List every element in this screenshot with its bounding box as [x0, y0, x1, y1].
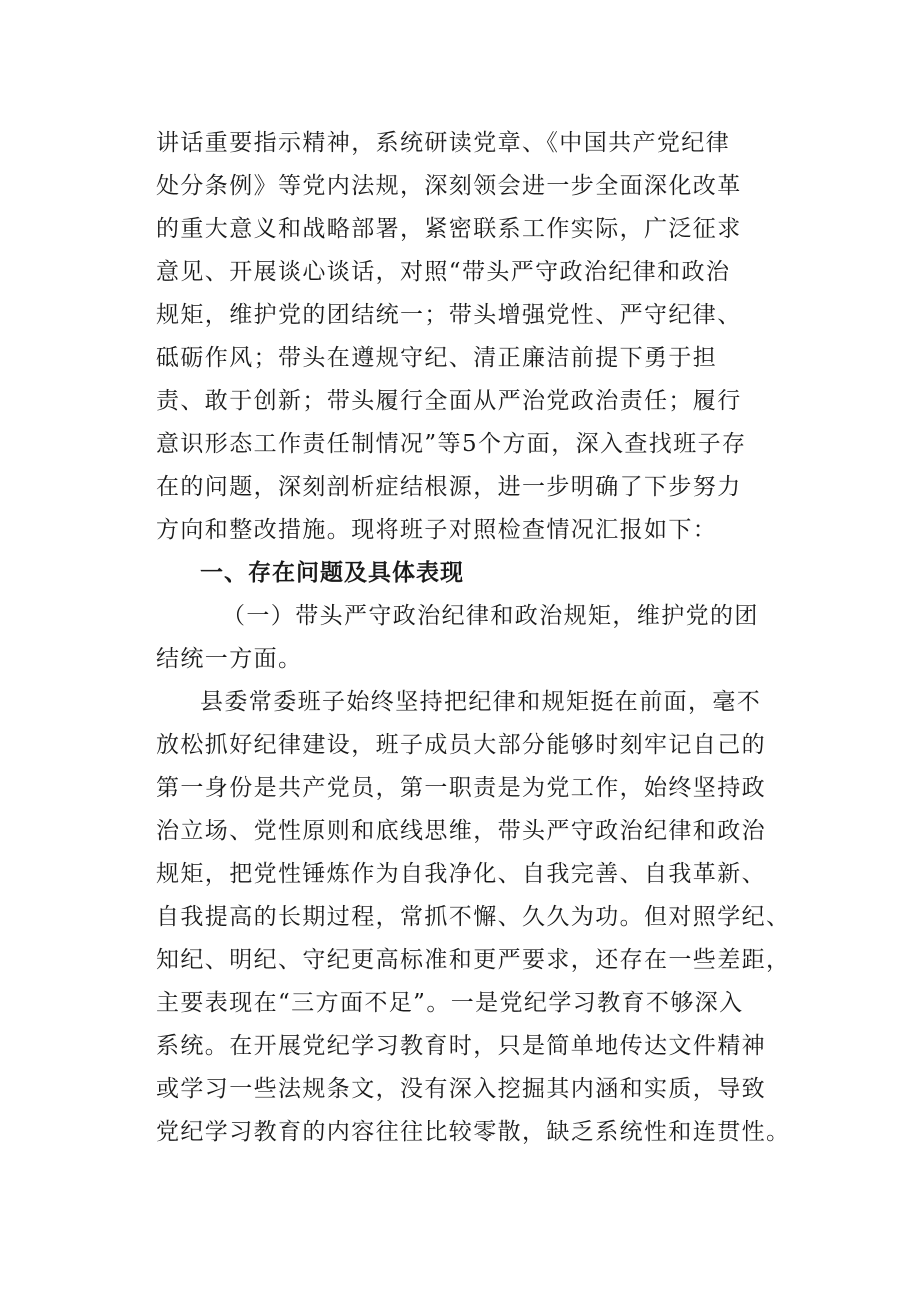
body-line-9: 系统。在开展党纪学习教育时，只是简单地传达文件精神: [156, 1033, 766, 1059]
intro-line-5: 规矩，维护党的团结统一；带头增强党性、严守纪律、: [156, 302, 742, 328]
intro-line-10: 方向和整改措施。现将班子对照检查情况汇报如下：: [156, 517, 718, 543]
body-line-6: 自我提高的长期过程，常抓不懈、久久为功。但对照学纪、: [156, 904, 791, 930]
intro-line-8: 意识形态工作责任制情况”等5个方面，深入查找班子存: [156, 431, 747, 457]
body-line-4: 治立场、党性原则和底线思维，带头严守政治纪律和政治: [156, 818, 766, 844]
intro-line-2: 处分条例》等党内法规，深刻领会进一步全面深化改革: [156, 173, 742, 199]
intro-line-6: 砥砺作风；带头在遵规守纪、清正廉洁前提下勇于担: [156, 345, 718, 371]
body-line-10: 或学习一些法规条文，没有深入挖掘其内涵和实质，导致: [156, 1076, 766, 1102]
intro-line-9: 在的问题，深刻剖析症结根源，进一步明确了下步努力: [156, 474, 742, 500]
subsection-heading-line-2: 结统一方面。: [156, 646, 303, 672]
intro-line-3: 的重大意义和战略部署，紧密联系工作实际，广泛征求: [156, 216, 742, 242]
body-line-2: 放松抓好纪律建设，班子成员大部分能够时刻牢记自己的: [156, 732, 766, 758]
body-line-7: 知纪、明纪、守纪更高标准和更严要求，还存在一些差距，: [156, 947, 791, 973]
section-heading: 一、存在问题及具体表现: [200, 560, 464, 586]
document-body: [156, 122, 791, 1154]
body-line-5: 规矩，把党性锤炼作为自我净化、自我完善、自我革新、: [156, 861, 766, 887]
body-line-1: 县委常委班子始终坚持把纪律和规矩挺在前面，毫不: [200, 689, 762, 715]
intro-line-7: 责、敢于创新；带头履行全面从严治党政治责任；履行: [156, 388, 742, 414]
subsection-heading-line-1: （一）带头严守政治纪律和政治规矩，维护党的团: [222, 603, 759, 629]
body-line-11: 党纪学习教育的内容往往比较零散，缺乏系统性和连贯性。: [156, 1119, 791, 1145]
intro-line-1: 讲话重要指示精神，系统研读党章、《中国共产党纪律: [156, 130, 731, 156]
body-line-8: 主要表现在“三方面不足”。一是党纪学习教育不够深入: [156, 990, 744, 1016]
body-line-3: 第一身份是共产党员，第一职责是为党工作，始终坚持政: [156, 775, 766, 801]
intro-line-4: 意见、开展谈心谈话，对照“带头严守政治纪律和政治: [156, 259, 731, 285]
